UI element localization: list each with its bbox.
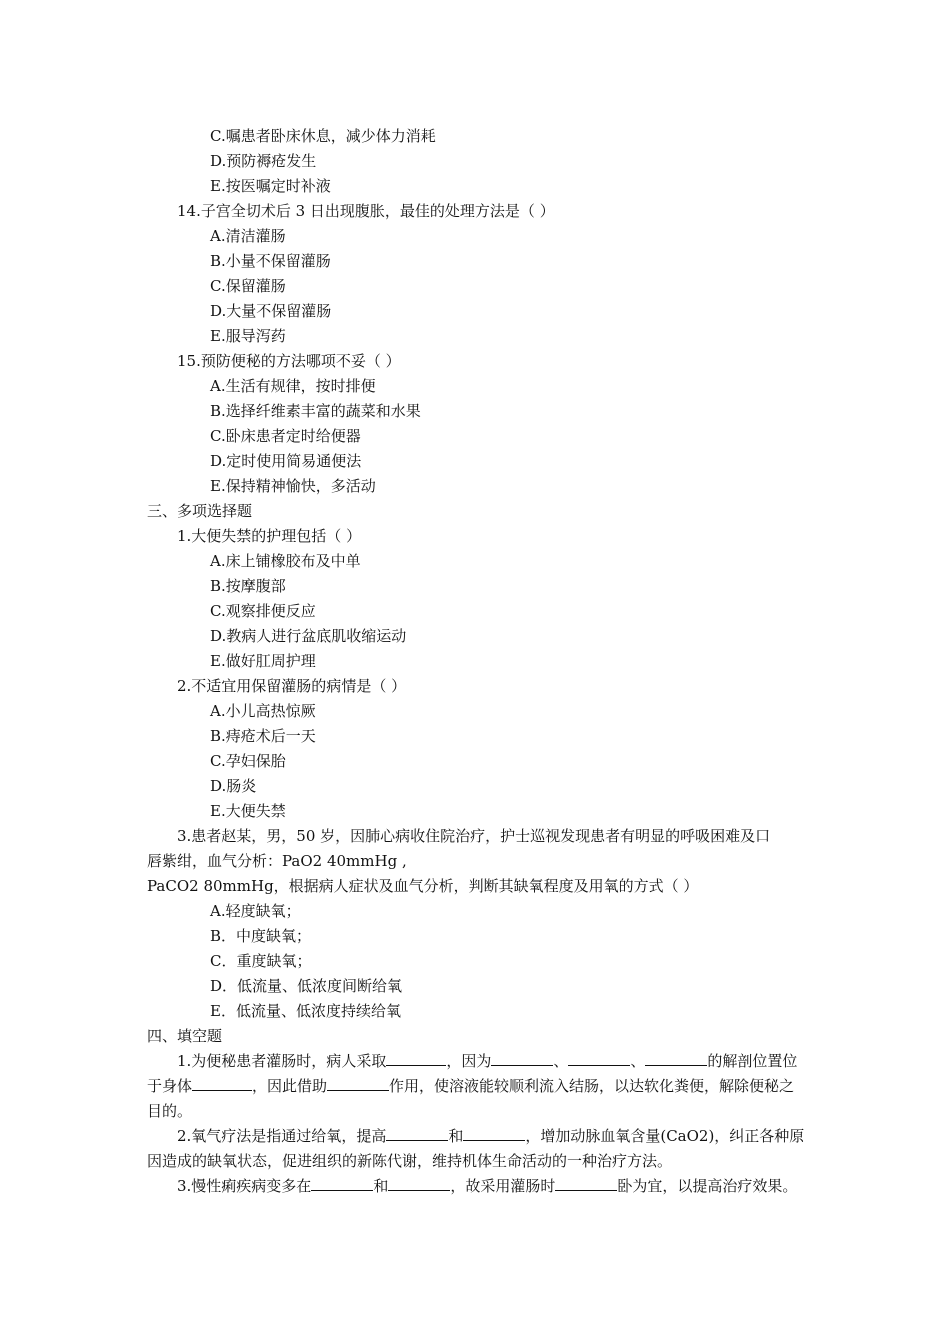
blank-line [327, 1075, 389, 1091]
option-text: B.痔疮术后一天 [210, 727, 316, 745]
text-segment: 3.慢性痢疾病变多在 [177, 1177, 312, 1195]
text-segment: 2.氧气疗法是指通过给氧，提高 [177, 1127, 387, 1145]
question-stem: 1.大便失禁的护理包括（ ） [177, 527, 362, 545]
blank-line [192, 1075, 252, 1091]
fill-blank-question [147, 1174, 809, 1199]
option-text: D.大量不保留灌肠 [210, 302, 332, 320]
option-text: D．低流量、低浓度间断给氧 [210, 977, 403, 995]
section-heading: 四、填空题 [147, 1027, 223, 1045]
question-stem: PaCO2 80mmHg，根据病人症状及血气分析，判断其缺氧程度及用氧的方式（ ） [147, 877, 699, 895]
option-text: D.定时使用简易通便法 [210, 452, 362, 470]
question-stem: 15.预防便秘的方法哪项不妥（ ） [177, 352, 401, 370]
text-segment: ，增加动脉血氧含量(CaO2)，纠正各种原因造成的缺氧状态，促进组织的新陈代谢，维持机体生命活动的一种治疗方法。 [147, 1127, 805, 1170]
text-segment: 、 [630, 1052, 646, 1070]
option-text: D.教病人进行盆底肌收缩运动 [210, 627, 407, 645]
option-text: A.床上铺橡胶布及中单 [210, 552, 361, 570]
blank-line [491, 1050, 553, 1066]
option-text: C.保留灌肠 [210, 277, 286, 295]
option-text: A.轻度缺氧； [210, 902, 301, 920]
question-stem: 3.患者赵某，男，50 岁，因肺心病收住院治疗，护士巡视发现患者有明显的呼吸困难及口 [177, 827, 771, 845]
option-text: D.肠炎 [210, 777, 257, 795]
text-segment: 卧为宜，以提高治疗效果。 [617, 1177, 798, 1195]
text-segment: 作用，使溶液能较顺利流入结肠，以达软化粪便，解除便秘之目的。 [147, 1077, 795, 1120]
fill-blank-question [147, 1124, 809, 1174]
text-segment: ，因为 [446, 1052, 492, 1070]
text-segment: ，因此借助 [252, 1077, 328, 1095]
option-text: A.清洁灌肠 [210, 227, 286, 245]
option-text: E.按医嘱定时补液 [210, 177, 331, 195]
option-text: B.选择纤维素丰富的蔬菜和水果 [210, 402, 421, 420]
option-text: B．中度缺氧； [210, 927, 312, 945]
option-text: A.生活有规律，按时排便 [210, 377, 376, 395]
option-text: B.按摩腹部 [210, 577, 286, 595]
option-text: A.小儿高热惊厥 [210, 702, 316, 720]
blank-line [463, 1125, 525, 1141]
text-segment: 1.为便秘患者灌肠时，病人采取 [177, 1052, 387, 1070]
option-text: E.做好肛周护理 [210, 652, 316, 670]
option-text: E．低流量、低浓度持续给氧 [210, 1002, 401, 1020]
fill-blank-question [147, 1049, 809, 1124]
text-segment: ，故采用灌肠时 [450, 1177, 556, 1195]
text-segment: 和 [448, 1127, 464, 1145]
option-text: E.保持精神愉快，多活动 [210, 477, 376, 495]
question-stem: 唇紫绀，血气分析：PaO2 40mmHg , [147, 852, 407, 870]
option-text: B.小量不保留灌肠 [210, 252, 331, 270]
blank-line [555, 1175, 617, 1191]
question-stem: 14.子宫全切术后 3 日出现腹胀，最佳的处理方法是（ ） [177, 202, 555, 220]
option-text: C.嘱患者卧床休息，减少体力消耗 [210, 127, 436, 145]
blank-line [568, 1050, 630, 1066]
blank-line [645, 1050, 707, 1066]
option-text: E.服导泻药 [210, 327, 286, 345]
blank-line [388, 1175, 450, 1191]
blank-line [386, 1125, 448, 1141]
option-text: E.大便失禁 [210, 802, 286, 820]
blank-line [311, 1175, 373, 1191]
text-segment: 和 [373, 1177, 389, 1195]
text-segment: 、 [553, 1052, 569, 1070]
text-segment: 的解剖位置位于身体 [147, 1052, 798, 1095]
section-heading: 三、多项选择题 [147, 502, 253, 520]
option-text: C．重度缺氧； [210, 952, 312, 970]
blank-line [386, 1050, 446, 1066]
option-text: C.卧床患者定时给便器 [210, 427, 361, 445]
option-text: D.预防褥疮发生 [210, 152, 317, 170]
option-text: C.孕妇保胎 [210, 752, 286, 770]
option-text: C.观察排便反应 [210, 602, 316, 620]
question-stem: 2.不适宜用保留灌肠的病情是（ ） [177, 677, 407, 695]
